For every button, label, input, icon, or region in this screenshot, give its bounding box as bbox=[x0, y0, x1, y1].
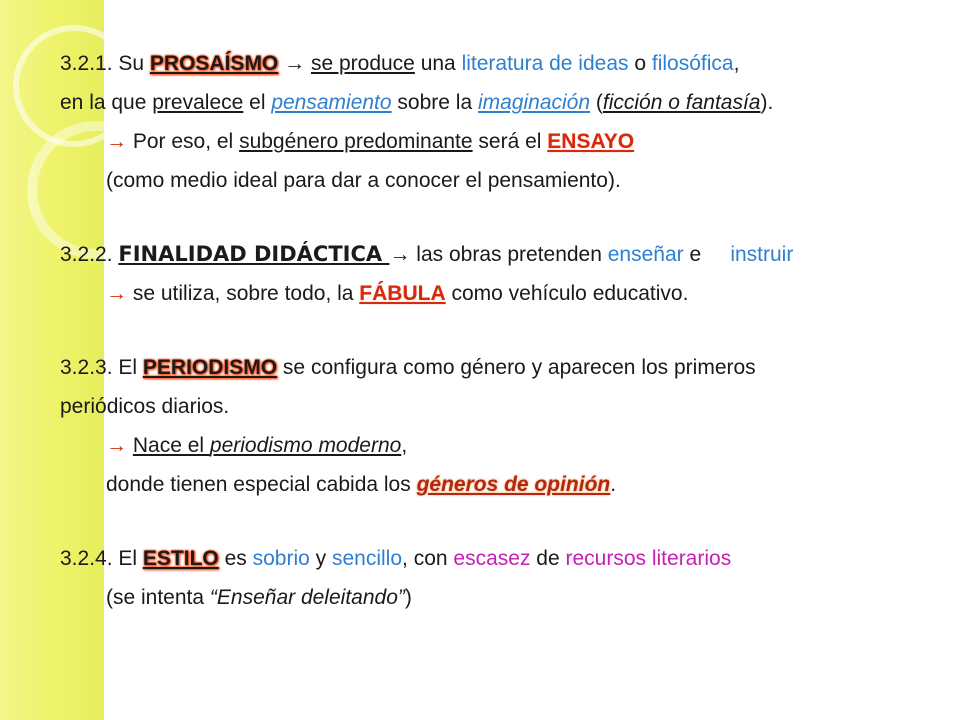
text: ). bbox=[760, 91, 774, 114]
section-322-number: 3.2.2. bbox=[60, 243, 113, 266]
text: , con bbox=[402, 547, 454, 570]
text: pensamiento bbox=[271, 91, 392, 114]
arrow-icon: → bbox=[106, 434, 127, 457]
section-321-line-2 bbox=[60, 83, 940, 122]
text: e bbox=[683, 243, 731, 266]
text: prevalece bbox=[152, 91, 244, 114]
text: o bbox=[628, 52, 652, 75]
text: instruir bbox=[730, 243, 794, 266]
section-323-line-4 bbox=[60, 465, 940, 504]
text: (como medio ideal para dar a conocer el pensamiento). bbox=[106, 169, 621, 192]
text: (se intenta bbox=[106, 586, 210, 609]
text: Nace el bbox=[132, 434, 210, 457]
text: , bbox=[733, 52, 740, 75]
text: y bbox=[309, 547, 332, 570]
section-323-number: 3.2.3. bbox=[60, 356, 113, 379]
keyword-generos-de-opinion: géneros de opinión bbox=[416, 473, 611, 496]
arrow-icon: → bbox=[106, 282, 127, 305]
text: Su bbox=[118, 52, 150, 75]
text: se configura como género y aparecen los primeros bbox=[277, 356, 756, 379]
text: se produce bbox=[310, 52, 415, 75]
text: imaginación bbox=[477, 91, 591, 114]
section-322-line-1 bbox=[60, 235, 940, 274]
text: Por eso, el bbox=[127, 130, 240, 153]
arrow-icon: → bbox=[106, 130, 127, 153]
text: sencillo bbox=[331, 547, 403, 570]
text: literatura de ideas bbox=[461, 52, 629, 75]
text: ( bbox=[590, 91, 603, 114]
text: periodismo moderno bbox=[209, 434, 402, 457]
text: subgénero predominante bbox=[239, 130, 473, 153]
section-324-line-2 bbox=[60, 578, 940, 617]
text: periódicos diarios. bbox=[60, 395, 230, 418]
section-322-line-2 bbox=[60, 274, 940, 313]
text: ) bbox=[404, 586, 412, 609]
text: recursos literarios bbox=[565, 547, 732, 570]
slide-body bbox=[60, 44, 940, 617]
text: una bbox=[414, 52, 462, 75]
text: sobrio bbox=[252, 547, 310, 570]
text: El bbox=[118, 356, 143, 379]
text: , bbox=[401, 434, 408, 457]
section-321-number: 3.2.1. bbox=[60, 52, 113, 75]
text: . bbox=[610, 473, 617, 496]
arrow: → bbox=[278, 52, 311, 75]
section-321-line-4 bbox=[60, 161, 940, 200]
section-323-line-3 bbox=[60, 426, 940, 465]
text: de bbox=[530, 547, 566, 570]
text: El bbox=[118, 547, 143, 570]
section-324-line-1 bbox=[60, 539, 940, 578]
text: sobre la bbox=[391, 91, 478, 114]
section-323-line-1 bbox=[60, 348, 940, 387]
text: enseñar bbox=[607, 243, 684, 266]
text: es bbox=[218, 547, 253, 570]
text: será el bbox=[472, 130, 548, 153]
keyword-prosaismo: PROSAÍSMO bbox=[149, 52, 279, 75]
section-321-line-3 bbox=[60, 122, 940, 161]
text: en la que bbox=[60, 91, 153, 114]
keyword-periodismo: PERIODISMO bbox=[142, 356, 278, 379]
text: ficción o fantasía bbox=[602, 91, 761, 114]
keyword-fabula: FÁBULA bbox=[359, 282, 446, 305]
text: como vehículo educativo. bbox=[445, 282, 689, 305]
keyword-ensayo: ENSAYO bbox=[547, 130, 635, 153]
text: el bbox=[243, 91, 272, 114]
keyword-estilo: ESTILO bbox=[142, 547, 219, 570]
section-323-line-2 bbox=[60, 387, 940, 426]
keyword-finalidad-didactica: FINALIDAD DIDÁCTICA bbox=[118, 242, 390, 266]
section-324-number: 3.2.4. bbox=[60, 547, 113, 570]
text: → las obras pretenden bbox=[389, 243, 608, 266]
text: se utiliza, sobre todo, la bbox=[127, 282, 360, 305]
text: filosófica bbox=[651, 52, 734, 75]
quote-ensenar-deleitando: “Enseñar deleitando” bbox=[209, 586, 405, 609]
section-321-line-1 bbox=[60, 44, 940, 83]
text: donde tienen especial cabida los bbox=[106, 473, 417, 496]
text: escasez bbox=[453, 547, 531, 570]
